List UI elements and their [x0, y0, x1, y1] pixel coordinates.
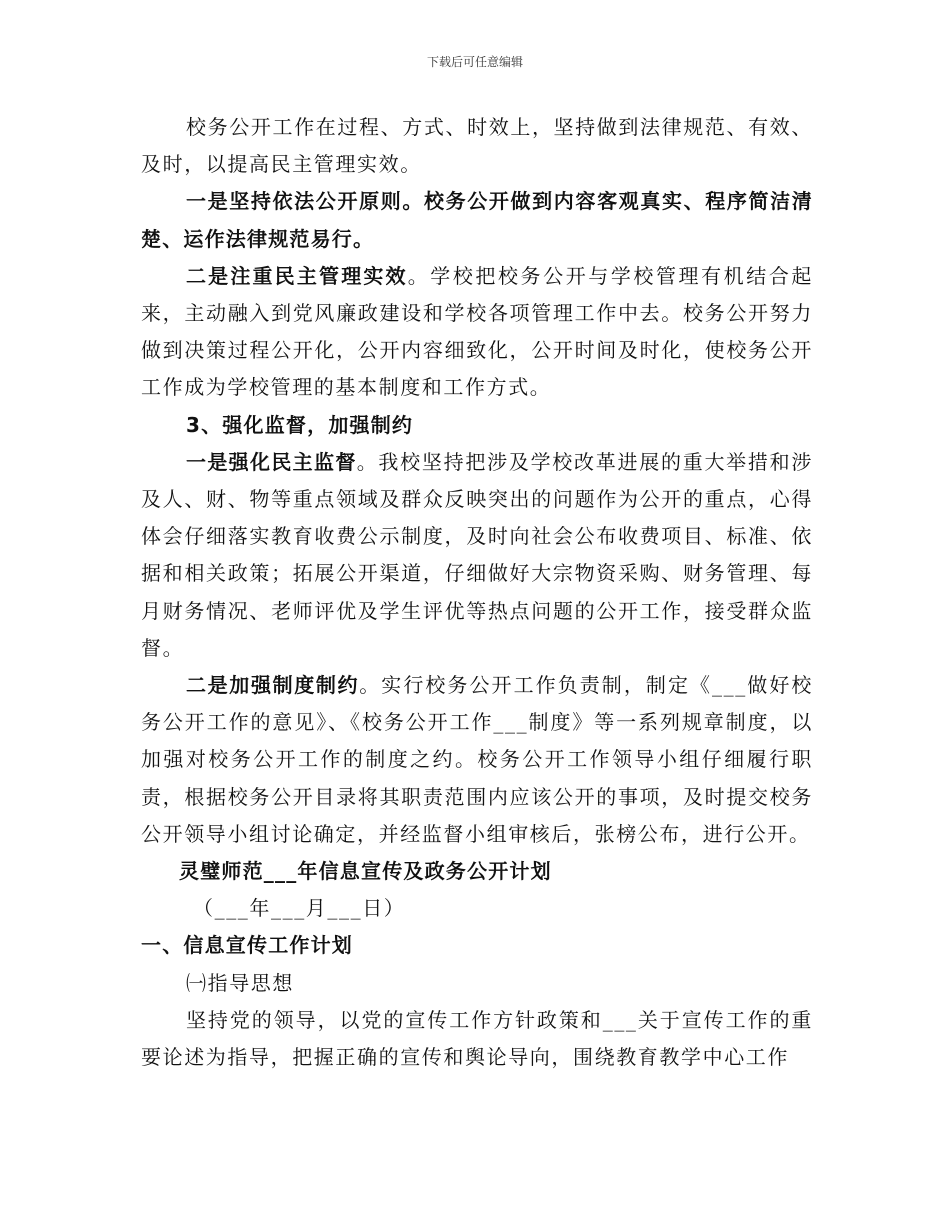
paragraph-lead: 二是注重民主管理实效	[186, 263, 408, 288]
paragraph-text: 。我校坚持把涉及学校改革进展的重大举措和涉及人、财、物等重点领域及群众反映突出的问题作为公开的重点，心得体会仔细落实教育收费公示制度，及时向社会公布收费项目、标准、依据和相关政策；拓展公开渠道，仔细做好大宗物资采购、财务管理、每月财务情况、老师评优及学生评优等热点问题的公开工作，接受群众监督。	[141, 449, 813, 660]
paragraph: 校务公开工作在过程、方式、时效上，坚持做到法律规范、有效、及时，以提高民主管理实效。	[141, 115, 813, 177]
document-date: （___年___月___日）	[193, 896, 406, 921]
paragraph-lead: 二是加强制度制约	[186, 673, 360, 698]
section-heading: 3、强化监督，加强制约	[186, 412, 414, 437]
paragraph: 坚持党的领导，以党的宣传工作方针政策和___关于宣传工作的重要论述为指导，把握正确的宣传和舆论导向，围绕教育教学中心工作	[141, 1007, 813, 1070]
subsection-heading: ㈠指导思想	[186, 970, 294, 995]
section-heading: 一、信息宣传工作计划	[141, 933, 353, 958]
paragraph-text: 。学校把校务公开与学校管理有机结合起来，主动融入到党风廉政建设和学校各项管理工作中去。校务公开努力做到决策过程公开化，公开内容细致化，公开时间及时化，使校务公开工作成为学校管理的基本制度和工作方式。	[141, 263, 813, 400]
paragraph-lead: 一是强化民主监督	[186, 449, 357, 474]
paragraph-text: 。实行校务公开工作负责制，制定《___做好校务公开工作的意见》、《校务公开工作___制度》等一系列规章制度，以加强对校务公开工作的制度之约。校务公开工作领导小组仔细履行职责，根据校务公开目录将其职责范围内应该公开的事项，及时提交校务公开领导小组讨论确定，并经监督小组审核后，张榜公布，进行公开。	[141, 673, 813, 846]
paragraph	[141, 444, 813, 667]
page-header: 下载后可任意编辑	[426, 55, 523, 69]
paragraph	[141, 667, 813, 853]
document-body	[141, 109, 813, 1076]
document-title: 灵璧师范___年信息宣传及政务公开计划	[179, 859, 552, 884]
paragraph-bold: 一是坚持依法公开原则。校务公开做到内容客观真实、程序简洁清楚、运作法律规范易行。	[141, 189, 813, 251]
paragraph	[141, 258, 813, 407]
